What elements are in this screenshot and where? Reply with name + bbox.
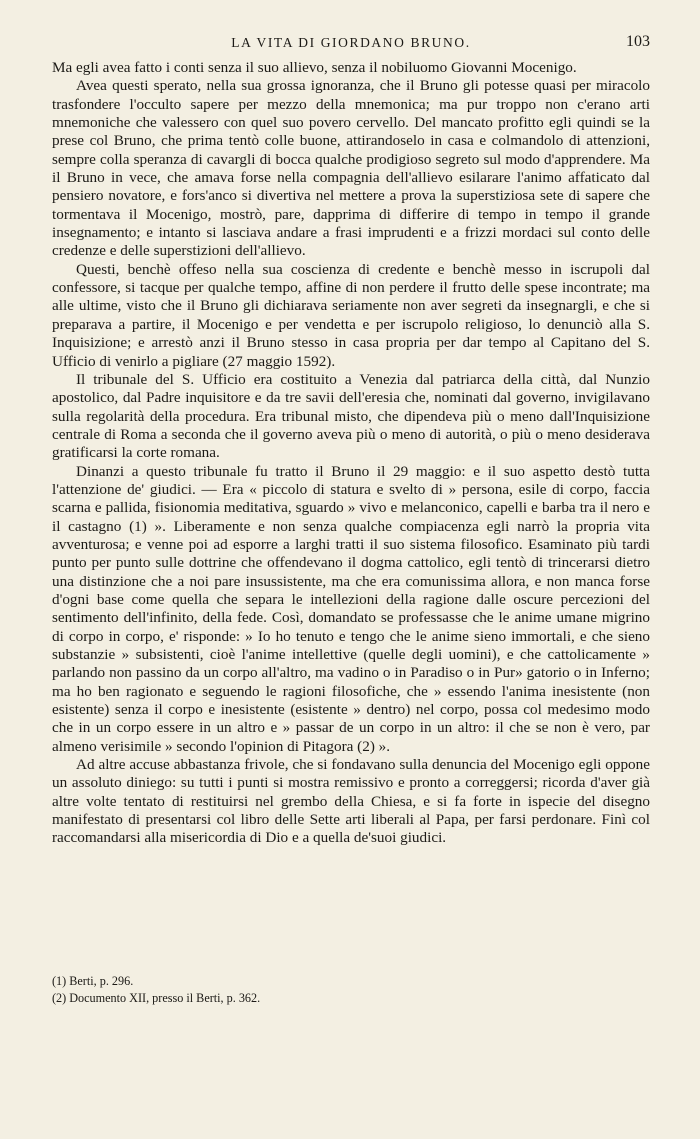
paragraph: Dinanzi a questo tribunale fu tratto il Bruno il 29 maggio: e il suo aspetto destò tutta l'attenzione de' giudici. — Era « piccolo di statura e svelto di » persona, esile di corpo, faccia scarna e pallida, fisionomia meditativa, sguardo » vivo e melanconico, capelli e barba tra il nero e il castagno (1) ». Liberamente e non senza qualche compiacenza egli narrò la propria vita avventurosa; e venne poi ad esporre a larghi tratti il suo sistema filosofico. Esaminato più tardi punto per punto sulle dottrine che offendevano il dogma cattolico, egli tentò di trincerarsi dietro una distinzione che a noi pare insussistente, ma che era comunissima allora, e non manca forse d'ogni base come quella che separa le intellezioni della ragione dalle oscure percezioni del sentimento dell'infinito, della fede. Così, domandato se professasse che le anime umane migrino di corpo in corpo, e' risponde: » Io ho tenuto e tengo che le anime sieno immortali, e che sieno substanzie » subsistenti, cioè l'anime intellettive (quelle degli uomini), e che cattolicamente » parlando non passino da un corpo all'altro, ma vadino o in Paradiso o in Pur» gatorio o in Inferno; ma ho ben ragionato e seguendo le ragioni filosofiche, che » essendo l'anima inesistente (non esistente) senza il corpo e inesistente (esistente » dentro) nel corpo, possa col medesimo modo che in un corpo essere in un altro e » passar de un corpo in un altro: il che se non è vero, par almeno verisimile » secondo l'opinion di Pitagora (2) ».	[52, 462, 650, 755]
page-number: 103	[626, 33, 650, 50]
paragraph: Il tribunale del S. Ufficio era costituito a Venezia dal patriarca della città, dal Nunzio apostolico, dal Padre inquisitore e da tre savii dell'eresia che, nominati dal governo, invigilavano sulla regolarità della procedura. Era tribunal misto, che dipendeva più o meno dall'Inquisizione centrale di Roma a seconda che il governo aveva più o meno di autorità, o più o meno desiderava gratificarsi la corte romana.	[52, 370, 650, 462]
footnotes	[52, 973, 650, 1007]
paragraph: Questi, benchè offeso nella sua coscienza di credente e benchè messo in iscrupoli dal confessore, si tacque per qualche tempo, affine di non perdere il frutto delle spese incontrate; ma alle ultime, visto che il Bruno gli dichiarava seriamente non aver segreti da insegnargli, e che si preparava a partire, il Mocenigo e per vendetta e per iscrupolo religioso, lo denunciò alla S. Inquisizione; e arrestò anzi il Bruno stesso in casa propria per dar tempo al Capitano del S. Ufficio di venirlo a pigliare (27 maggio 1592).	[52, 260, 650, 370]
running-title: LA VITA DI GIORDANO BRUNO.	[231, 35, 471, 50]
running-head	[52, 33, 650, 55]
footnote: (1) Berti, p. 296.	[52, 974, 134, 988]
body-text	[52, 59, 650, 848]
paragraph: Ma egli avea fatto i conti senza il suo allievo, senza il nobiluomo Giovanni Mocenigo.	[52, 59, 577, 76]
paragraph: Ad altre accuse abbastanza frivole, che si fondavano sulla denuncia del Mocenigo egli oppone un assoluto diniego: su tutti i punti si mostra remissivo e pronto a correggersi; ricorda d'aver già altre volte tentato di restituirsi nel grembo della Chiesa, e si fa forte in ispecie del disegno manifestato di presentarsi col libro delle Sette arti liberali al Papa, per farsi perdonare. Finì col raccomandarsi alla misericordia di Dio e a quella de'suoi giudici.	[52, 756, 650, 847]
paragraph: Avea questi sperato, nella sua grossa ignoranza, che il Bruno gli potesse quasi per miracolo trasfondere l'occulto sapere per mezzo della mnemonica; ma pur troppo non c'erano arti mnemoniche che valessero con quel suo povero cervello. Del mancato profitto egli quindi se la prese col Bruno, che prima tentò colle buone, attirandoselo in casa e colmandolo di attenzioni, sempre colla speranza di cavargli di bocca qualche prodigioso segreto sul modo d'apprendere. Ma il Bruno in vece, che amava forse nella compagnia dell'allievo esilarare l'animo affaticato dal pensiero novatore, e fors'anco si divertiva nel mettere a prova la superstiziosa sete di sapere che tormentava il Mocenigo, mostrò, pare, dapprima di differire di tempo in tempo il grande insegnamento; e intanto si lasciava andare a frasi imprudenti e a frizzi mordaci sul conto delle credenze e delle superstizioni dell'allievo.	[52, 77, 650, 260]
footnote: (2) Documento XII, presso il Berti, p. 362.	[52, 991, 261, 1005]
